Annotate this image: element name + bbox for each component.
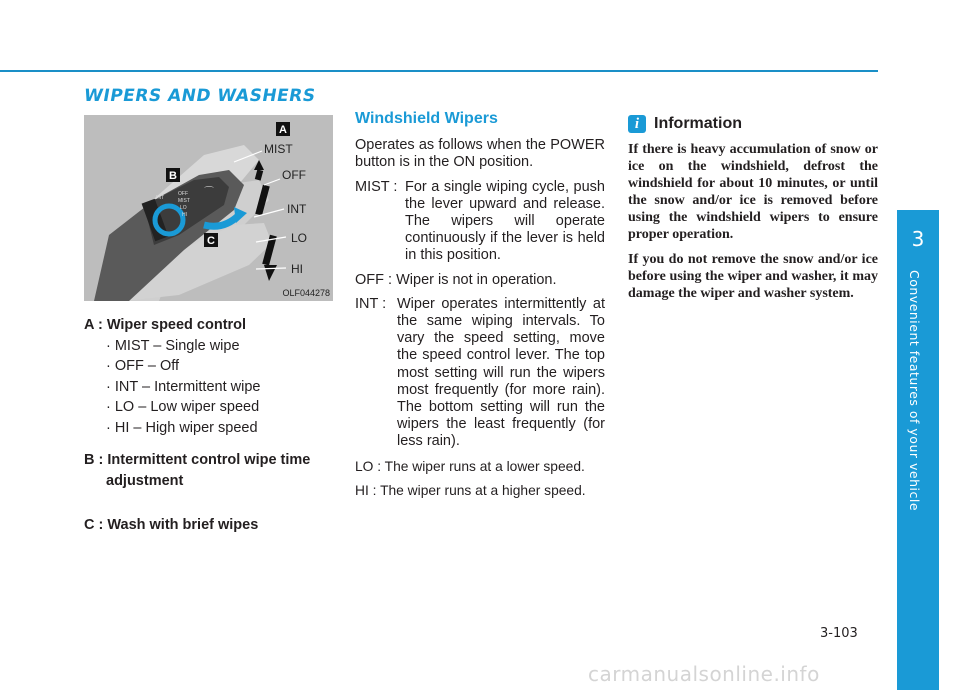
lever-mark: INT	[156, 195, 165, 201]
callout-b: B	[169, 170, 177, 182]
legend-a-item: · INT – Intermittent wipe	[106, 378, 261, 395]
mode-lo	[355, 458, 605, 475]
arrow-down-icon	[264, 265, 277, 281]
information-paragraph: If there is heavy accumulation of snow or ice on the windshield, defrost the windshield for about 10 minutes, or until the snow and/or ice is removed before using the windshield wipers to ensure proper operation.	[628, 142, 878, 242]
wiper-lever-drawing	[84, 115, 333, 301]
section-title: WIPERS AND WASHERS	[82, 86, 318, 106]
lever-mark: OFF	[178, 191, 188, 197]
mode-desc: Wiper operates intermittently at the same wiping intervals. To vary the speed setting, move the speed control lever. The top most setting will run the wipers most frequently (for more rain). The bottom setting will run the wipers the least frequently (for less rain).	[397, 295, 605, 450]
position-label: INT	[287, 202, 307, 216]
mode-term: OFF :	[355, 271, 393, 288]
info-icon: i	[628, 115, 646, 133]
information-title: Information	[654, 115, 742, 132]
information-box	[628, 115, 878, 310]
legend-a-item: · LO – Low wiper speed	[106, 399, 260, 415]
mode-term: INT :	[355, 295, 387, 312]
information-paragraph: If you do not remove the snow and/or ice before using the wiper and washer, it may damage the wiper and washer system.	[628, 252, 878, 301]
mode-desc: For a single wiping cycle, push the lever upward and release. The wipers will operate continuously if the lever is held in this position.	[405, 178, 605, 264]
legend-a-item: · HI – High wiper speed	[106, 419, 258, 436]
position-label: LO	[291, 231, 308, 245]
mode-desc: The wiper runs at a lower speed.	[384, 458, 585, 474]
position-label: OFF	[282, 168, 306, 182]
control-legend	[84, 315, 339, 536]
position-label: HI	[291, 262, 303, 276]
wiper-symbol-icon: ⌒	[204, 187, 214, 198]
mode-hi	[355, 482, 605, 499]
mode-desc: The wiper runs at a higher speed.	[380, 482, 586, 498]
wiper-lever-illustration	[84, 115, 333, 301]
mode-term: HI :	[355, 482, 377, 498]
lever-mark: LO	[180, 205, 187, 211]
chapter-tab	[897, 210, 939, 690]
mode-mist	[355, 179, 605, 265]
position-label: MIST	[264, 142, 293, 156]
information-header	[628, 115, 878, 133]
page-number: 3-103	[820, 626, 858, 641]
mode-term: LO :	[355, 458, 382, 474]
watermark: carmanualsonline.info	[588, 662, 820, 686]
legend-a-item: · OFF – Off	[106, 358, 180, 374]
lever-mark: MIST	[178, 198, 190, 204]
mode-term: MIST :	[355, 178, 398, 195]
callout-c: C	[207, 235, 215, 247]
windshield-wipers-section	[355, 110, 605, 506]
lever-mark: HI	[182, 212, 187, 218]
callout-a: A	[279, 124, 287, 136]
mode-int	[355, 296, 605, 451]
top-rule	[0, 70, 878, 72]
wipers-intro: Operates as follows when the POWER button is in the ON position.	[355, 137, 605, 171]
legend-c-label: C : Wash with brief wipes	[84, 517, 259, 533]
legend-b-label: B : Intermittent control wipe time	[84, 452, 311, 468]
mode-desc: Wiper is not in operation.	[396, 271, 557, 288]
chapter-label: Convenient features of your vehicle	[907, 270, 922, 512]
legend-a-label: A : Wiper speed control	[84, 317, 247, 333]
chapter-number: 3	[911, 227, 925, 251]
legend-b-label-cont: adjustment	[106, 472, 184, 489]
image-code: OLF044278	[282, 288, 330, 298]
wipers-heading: Windshield Wipers	[355, 110, 498, 127]
mode-off	[355, 272, 605, 289]
legend-a-item: · MIST – Single wipe	[106, 337, 240, 354]
